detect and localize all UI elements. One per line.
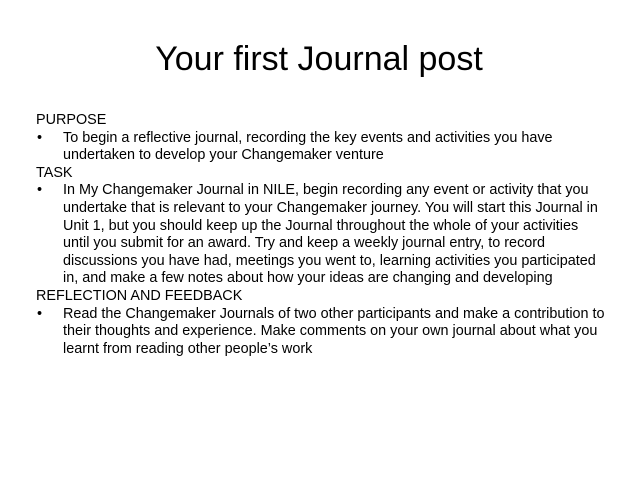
- task-heading: TASK: [36, 164, 73, 181]
- bullet-icon: •: [37, 305, 43, 322]
- bullet-icon: •: [37, 182, 43, 199]
- purpose-bullet-text: To begin a reflective journal, recording the key events and activities you have undertaken to develop your Changemaker venture: [63, 129, 553, 164]
- bullet-icon: •: [37, 129, 43, 146]
- purpose-heading: PURPOSE: [36, 112, 107, 128]
- purpose-bullet: [36, 130, 608, 165]
- task-bullet: [36, 182, 608, 288]
- task-bullet-text: In My Changemaker Journal in NILE, begin recording any event or activity that you undertake that is relevant to your Changemaker journey. You will start this Journal in Unit 1, but you should keep up the Journal throughout the whole of your activities until you submit for an award. Try and keep a weekly journal entry, to record discussions you have had, meetings you went to, learning activities you participated in, and make a few notes about how your ideas are changing and developing: [63, 182, 598, 287]
- reflection-bullet: [36, 306, 608, 359]
- reflection-bullet-text: Read the Changemaker Journals of two other participants and make a contribution to their thoughts and experience. Make comments on your own journal about what you learnt from reading other people’s work: [63, 305, 605, 357]
- reflection-heading: REFLECTION AND FEEDBACK: [36, 287, 243, 304]
- slide-body: [36, 112, 608, 358]
- slide-title: Your first Journal post: [155, 40, 483, 78]
